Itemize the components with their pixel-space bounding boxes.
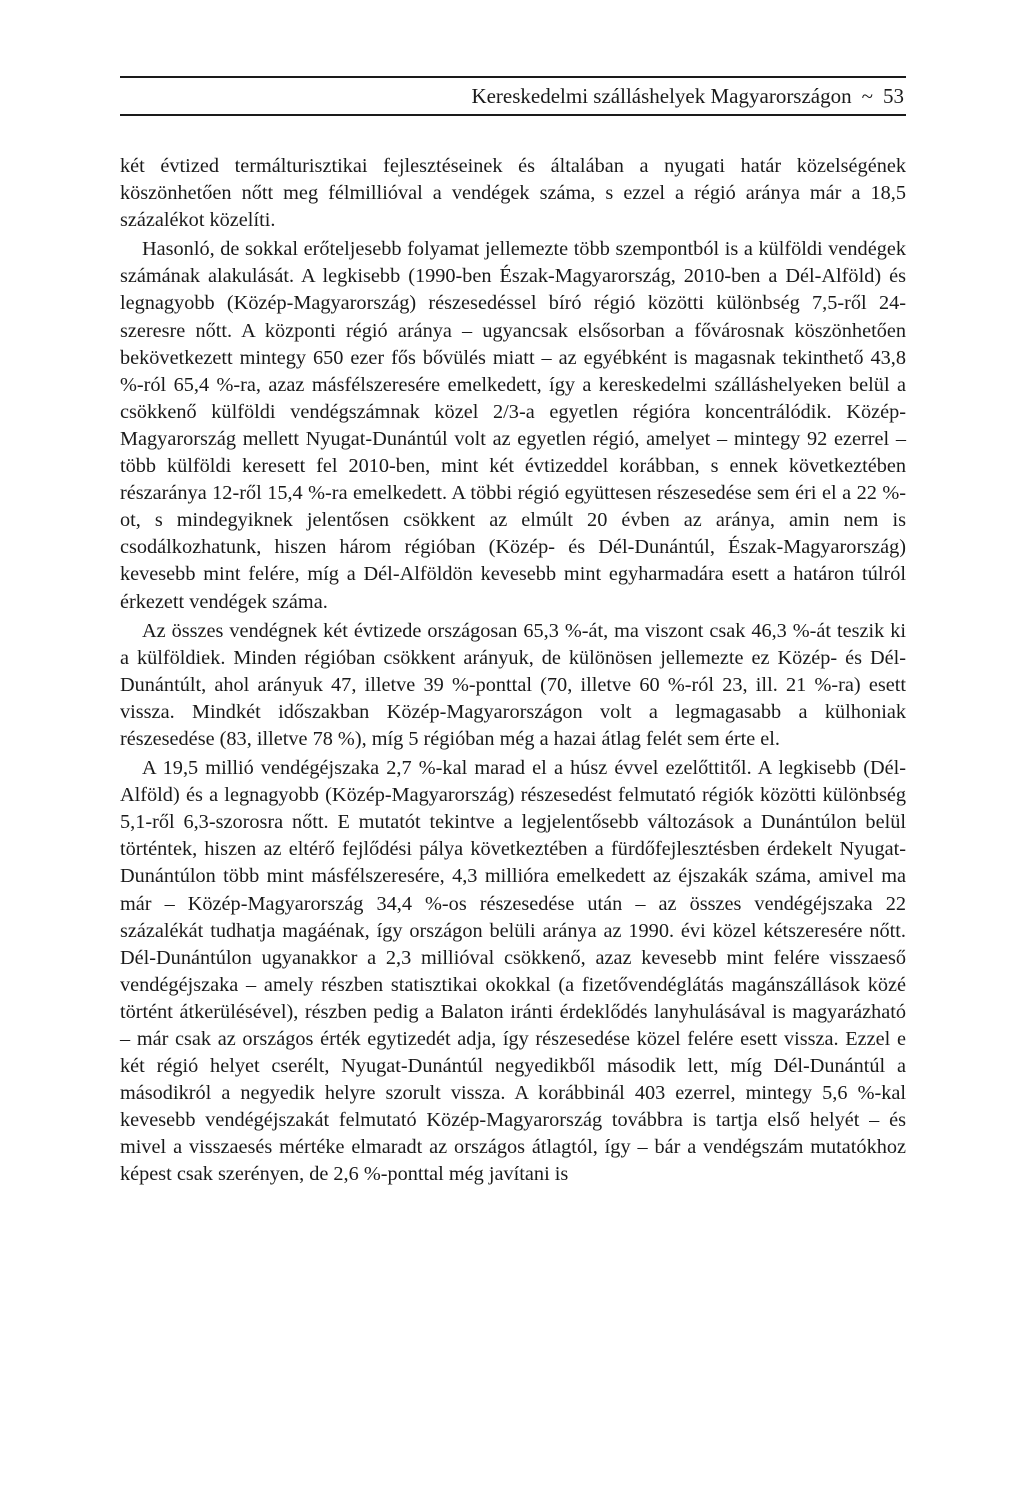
header-separator: ~ <box>861 84 873 108</box>
paragraph-guest-nights: A 19,5 millió vendégéjszaka 2,7 %-kal marad el a húsz évvel ezelőttitől. A legkisebb (Dél-Alföld) és a legnagyobb (Közép-Magyarország) részesedést felmutató régiók közötti különbség 5,1-ről 6,3-szorosra nőtt. E mutatót tekintve a legjelentősebb változások a Dunántúlon belül történtek, hiszen az eltérő fejlődési pálya következtében a fürdőfejlesztésben érdekelt Nyugat-Dunántúlon több mint másfélszeresére, 4,3 millióra emelkedett az éjszakák száma, amivel ma már – Közép-Magyarország 34,4 %-os részesedése után – az összes vendégéjszaka 22 százalékát tudhatja magáénak, így országon belüli aránya az 1990. évi közel kétszeresére nőtt. Dél-Dunántúlon ugyanakkor a 2,3 millióval csökkenő, azaz kevesebb mint felére visszaeső vendégéjszaka – amely részben statisztikai okokkal (a fizetővendéglátás magánszállások közé történt átkerülésével), részben pedig a Balaton iránti érdeklődés lanyhulásával is magyarázható – már csak az országos érték egytizedét adja, így részesedése közel felére esett vissza. Ezzel e két régió helyet cserélt, Nyugat-Dunántúl negyedikből második lett, míg Dél-Dunántúl a másodikról a negyedik helyre szorult vissza. A korábbinál 403 ezerrel, mintegy 5,6 %-kal kevesebb vendégéjszakát felmutató Közép-Magyarország továbbra is tartja első helyét – és mivel a visszaesés mértéke elmaradt az országos átlagtól, így – bár a vendégszám mutatókhoz képest csak szerényen, de 2,6 %-ponttal még javítani is <box>120 757 906 1186</box>
header-title: Kereskedelmi szálláshelyek Magyarországon <box>471 84 852 108</box>
paragraph-foreign-guests: Hasonló, de sokkal erőteljesebb folyamat jellemezte több szempontból is a külföldi vendégek számának alakulását. A legkisebb (1990-ben Észak-Magyarország, 2010-ben a Dél-Alföld) és legnagyobb (Közép-Magyarország) részesedéssel bíró régió közötti különbség 7,5-ről 24-szeresre nőtt. A központi régió aránya – ugyancsak elsősorban a fővárosnak köszönhetően bekövetkezett mintegy 650 ezer fős bővülés miatt – az egyébként is magasnak tekinthető 43,8 %-ról 65,4 %-ra, azaz másfélszeresére emelkedett, így a kereskedelmi szálláshelyeken belül a csökkenő külföldi vendégszámnak közel 2/3-a egyetlen régióra koncentrálódik. Közép-Magyarország mellett Nyugat-Dunántúl volt az egyetlen régió, amelyet – mintegy 92 ezerrel – több külföldi keresett fel 2010-ben, mint két évtizeddel korábban, s ennek következtében részaránya 12-ről 15,4 %-ra emelkedett. A többi régió együttesen részesedése sem éri el a 22 %-ot, s mindegyiknek jelentősen csökkent az elmúlt 20 évben az aránya, amin nem is csodálkozhatunk, hiszen három régióban (Közép- és Dél-Dunántúl, Észak-Magyarország) kevesebb mint felére, míg a Dél-Alföldön kevesebb mint egyharmadára esett a határon túlról érkezett vendégek száma. <box>120 238 906 613</box>
header-text <box>471 84 904 108</box>
running-header <box>120 76 906 116</box>
paragraph-foreign-share: Az összes vendégnek két évtizede országosan 65,3 %-át, ma viszont csak 46,3 %-át teszik ki a külföldiek. Minden régióban csökkent arányuk, de különösen jellemezte ez Közép- és Dél-Dunántúlt, ahol arányuk 47, illetve 39 %-ponttal (70, illetve 60 %-ról 23, ill. 21 %-ra) esett vissza. Mindkét időszakban Közép-Magyarországon volt a legmagasabb a külhoniak részesedése (83, illetve 78 %), míg 5 régióban még a hazai átlag felét sem érte el. <box>120 619 906 750</box>
page-number: 53 <box>883 84 904 108</box>
paragraph-continuation: két évtized termálturisztikai fejlesztéseinek és általában a nyugati határ közelségének köszönhetően nőtt meg félmillióval a vendégek száma, s ezzel a régió aránya már a 18,5 százalékot közelíti. <box>120 155 906 232</box>
body-text <box>120 153 906 1191</box>
